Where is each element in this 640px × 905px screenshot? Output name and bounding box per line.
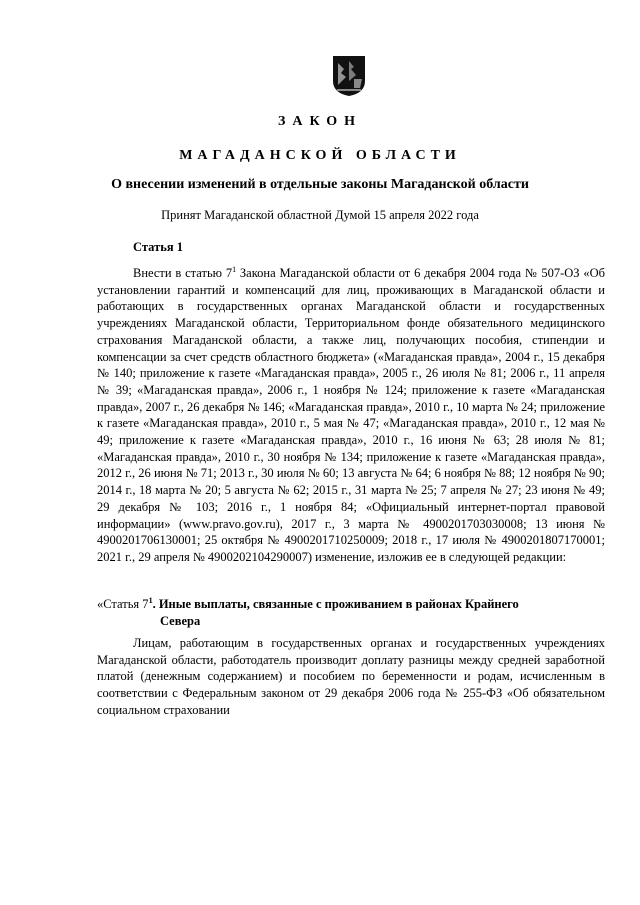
adoption-line: Принят Магаданской областной Думой 15 апреля 2022 года (161, 208, 479, 222)
superscript: 1 (232, 264, 237, 274)
article-label: Статья 1 (133, 240, 183, 254)
article-7-1-title (97, 596, 605, 629)
article-7-prefix: «Статья 7 (97, 597, 149, 611)
document-heading: О внесении изменений в отдельные законы Магаданской области (111, 177, 529, 192)
superscript: 1 (148, 595, 153, 605)
paragraph-start: Внести в статью 7 (133, 266, 233, 280)
coat-of-arms-emblem (332, 55, 366, 97)
paragraph-payments: Лицам, работающим в государственных органах и государственных учреждениях Магаданской области, работодатель производит доплату разницы между средней заработной платой (денежным содержанием) и пособием по беременности и родам, исчисленным в соответствии с Федеральным законом от 29 декабря 2006 года № 255-ФЗ «Об обязательном социальном страховании (97, 636, 605, 717)
document-region: МАГАДАНСКОЙ ОБЛАСТИ (179, 148, 461, 163)
paragraph-amendment (97, 265, 605, 566)
article-7-title: . Иные выплаты, связанные с проживанием в районах Крайнего (152, 597, 519, 611)
article-7-title-cont: Севера (160, 613, 201, 628)
document-title: ЗАКОН (277, 114, 363, 129)
paragraph-rest: Закона Магаданской области от 6 декабря 2004 года № 507-ОЗ «Об установлении гарантий и компенсаций для лиц, проживающих в Магаданской области и работающих в государственных органах Магаданской области и государственных учреждениях Магаданской области, Территориальном фонде обязательного медицинского страхования Магаданской области, а также лиц, получающих пособия, стипендии и компенсации за счет средств областного бюджета» («Магаданская правда», 2004 г., 15 декабря № 140; приложение к газете «Магаданская правда», 2005 г., 26 июля № 81; 2006 г., 11 апреля № 39; «Магаданская правда», 2006 г., 1 ноября № 124; приложение к газете «Магаданская правда», 2007 г., 26 декабря № 146; «Магаданская правда», 2010 г., 10 марта № 24; приложение к газете «Магаданская правда», 2010 г., 5 мая № 47; «Магаданская правда», 2010 г., 12 мая № 49; приложение к газете «Магаданская правда», 2010 г., 16 июня № 63; 28 июля № 81; «Магаданская правда», 2010 г., 30 ноября № 134; приложение к газете «Магаданская правда», 2012 г., 26 июня № 71; 2013 г., 30 июля № 60; 13 августа № 64; 6 ноября № 88; 12 ноября № 90; 2014 г., 18 марта № 20; 5 августа № 62; 2015 г., 31 марта № 25; 7 апреля № 27; 23 июня № 49; 29 декабря № 103; 2016 г., 1 ноября 84; «Официальный интернет-портал правовой информации» (www.pravo.gov.ru), 2017 г., 3 марта № 4900201703030008; 13 июня № 4900201706130001; 25 октября № 4900201710250009; 2018 г., 17 июля № 4900201807170001; 2021 г., 29 апреля № 4900202104290007) изменение, изложив ее в следующей редакции: (97, 266, 605, 564)
